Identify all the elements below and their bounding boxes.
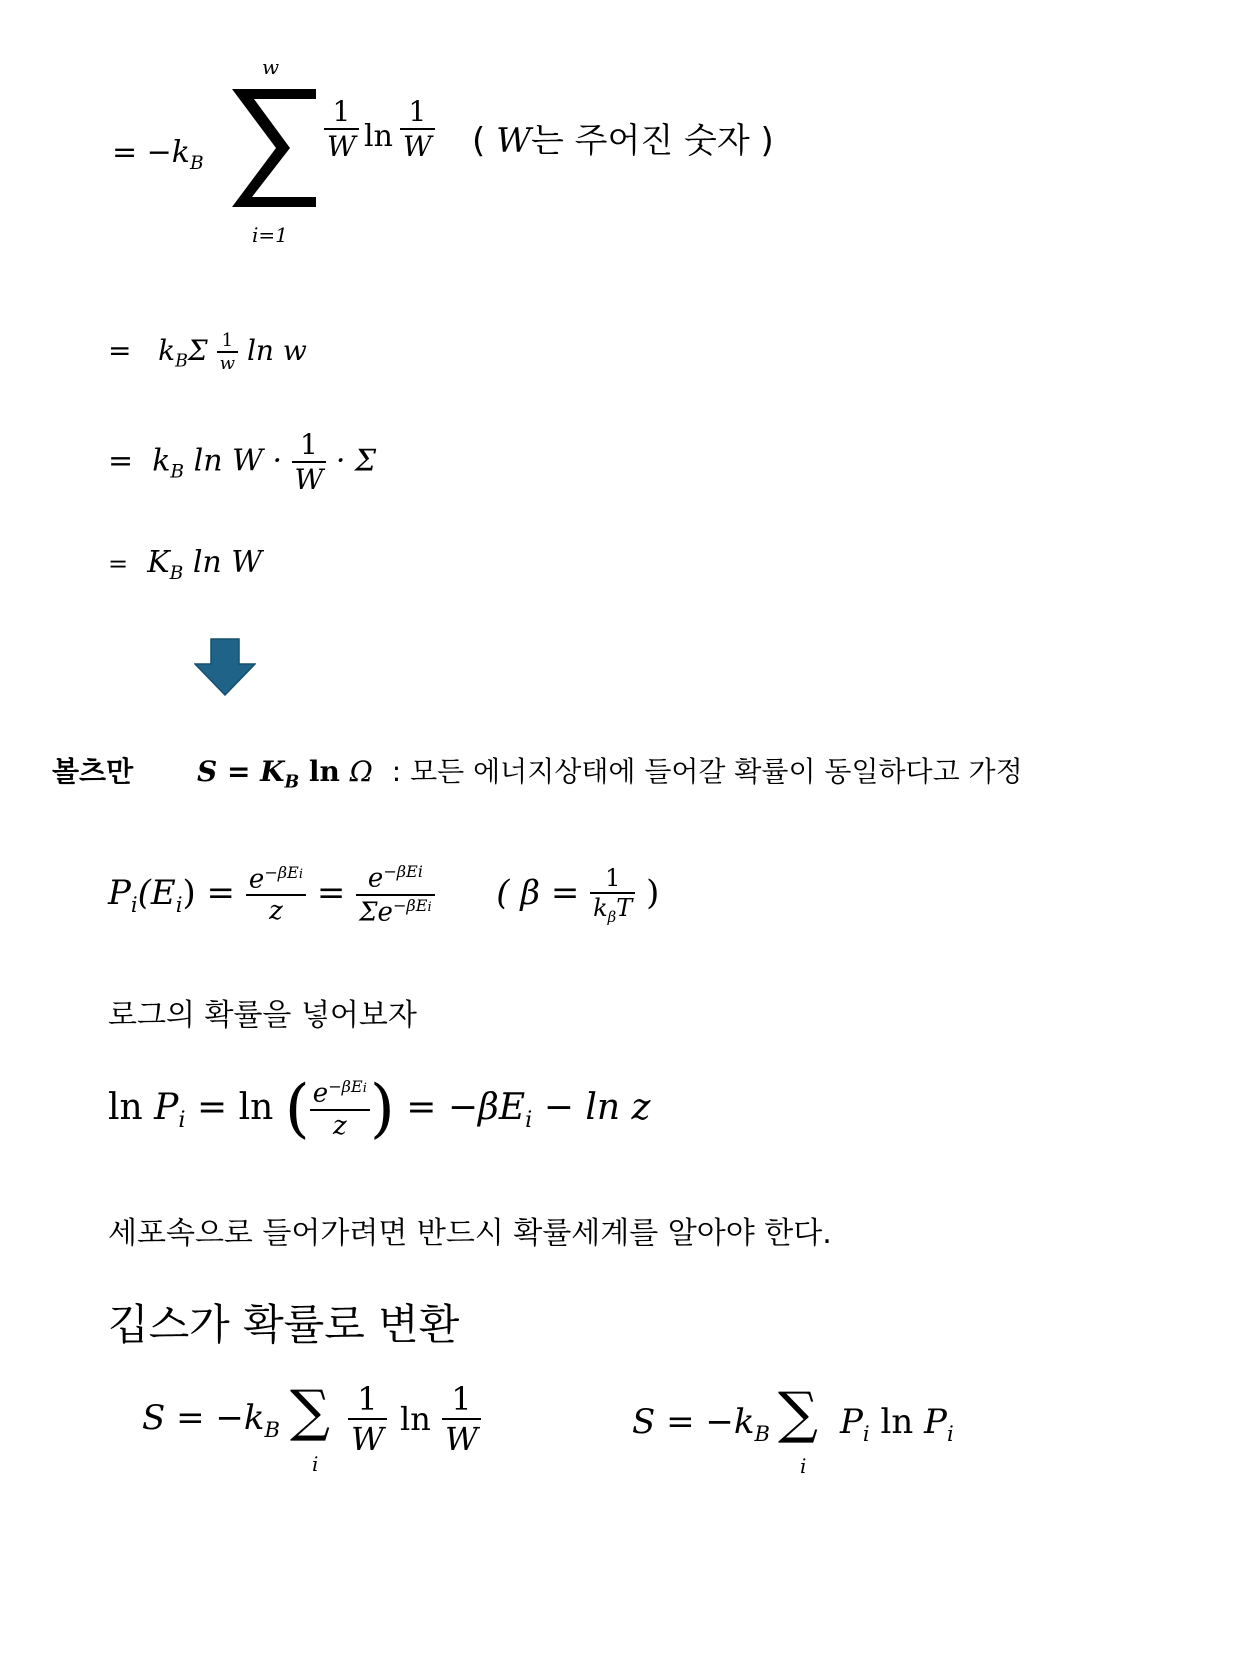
gibbs-formula-probability: $S = -k_B$ ∑ i $P_i$ $\ln P_i$ [632, 1381, 954, 1478]
eq1-note: ( W는 주어진 숫자 ) [472, 121, 774, 161]
eq2-frac: $\frac{1}{w}$ [217, 330, 238, 374]
beta-frac: $\frac{1}{k_\beta T}$ [590, 864, 635, 926]
down-arrow-icon [194, 638, 256, 696]
eq1-lead: = −k [112, 135, 190, 170]
boltzmann-label: 볼츠만 [52, 755, 134, 788]
eq1-sum-bottom: i=1 [252, 223, 288, 247]
gibbs-left-frac-2: $\frac{1}{W}$ [442, 1380, 481, 1458]
cell-statement: 세포속으로 들어가려면 반드시 확률세계를 알아야 한다. [108, 1216, 832, 1251]
boltzmann-line [52, 750, 1023, 793]
eq1-ln: ln [364, 119, 393, 154]
equation-2: = $k_B\Sigma$ $\frac{1}{w}$ ln w [108, 330, 307, 374]
gibbs-heading: 깁스가 확률로 변환 [108, 1300, 460, 1349]
summation-sigma-icon [224, 83, 324, 213]
equation-3: = $k_B$ ln W · $\frac{1}{W}$ · Σ [108, 428, 377, 496]
gibbs-left-frac-1: $\frac{1}{W}$ [348, 1380, 387, 1458]
prob-frac-2: $\frac{e^{-\beta Ei}}{\Sigma e^{-\beta Ei}}$ [356, 862, 435, 927]
eq1-sum-top: w [262, 55, 280, 79]
gibbs-left-sigma: ∑ [290, 1379, 330, 1444]
boltzmann-formula: $S = K_B$ ln Ω [196, 755, 373, 793]
eq3-frac: $\frac{1}{W}$ [292, 428, 327, 496]
gibbs-right-sigma: ∑ [778, 1381, 818, 1446]
eq1-frac-2: $\frac{1}{W}$ [400, 95, 435, 163]
boltzmann-description: : 모든 에너지상태에 들어갈 확률이 동일하다고 가정 [391, 755, 1023, 788]
log-frac: $\frac{e^{-\beta Ei}}{z}$ [310, 1077, 370, 1141]
prob-frac-1: $\frac{e^{-\beta Ei}}{z}$ [246, 863, 306, 927]
eq1-frac-1: $\frac{1}{W}$ [324, 95, 359, 163]
gibbs-formula-uniform: $S = -k_B$ ∑ i $\frac{1}{W}$ ln $\frac{1}{W}$ [142, 1380, 522, 1480]
equation-4: = $K_B$ ln W [108, 545, 263, 584]
log-equation: $\ln P_i = \ln$ ( $\frac{e^{-\beta Ei}}{z}$ ) = $-\beta E_i - \ln z$ [108, 1072, 651, 1146]
probability-equation: $P_i(E_i)$ = $\frac{e^{-\beta Ei}}{z}$ = $\frac{e^{-\beta Ei}}{\Sigma e^{-\beta Ei}}$ ( β = $\frac{1}{k_\beta T}$ ) [108, 862, 660, 928]
log-instruction: 로그의 확률을 넣어보자 [108, 998, 417, 1033]
